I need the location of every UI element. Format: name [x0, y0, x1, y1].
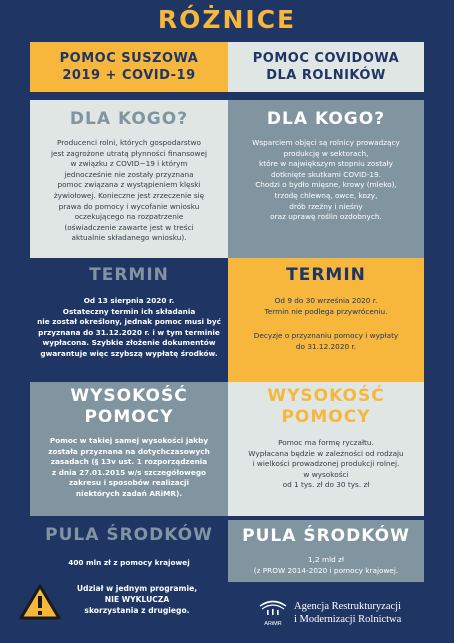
text-line: zakresu i sposobów realizacji — [68, 478, 190, 488]
text-line: (oświadczenie zawarte jest w treści — [64, 222, 194, 232]
logo-line: Agencja Restrukturyzacji — [294, 601, 401, 612]
text-line: Od 13 sierpnia 2020 r. — [83, 296, 175, 305]
termin-right-title: TERMIN — [286, 265, 366, 285]
wysokosc-right — [228, 382, 424, 516]
text-line: NIE WYKLUCZA — [104, 594, 170, 604]
title-line: WYSOKOŚĆ — [267, 386, 385, 406]
text-line: wypłacona. Szybkie złożenie dokumentów — [42, 338, 216, 348]
header-suszowa-text: POMOC SUSZOWA 2019 + COVID-19 — [59, 51, 199, 83]
text-line: Pomoc w takiej samej wysokości jakby — [49, 436, 209, 445]
termin-right-text — [265, 296, 388, 317]
title-line: WYSOKOŚĆ — [70, 386, 188, 406]
text-line: Producenci rolni, których gospodarstwo — [57, 138, 201, 147]
dla-kogo-left — [30, 100, 228, 258]
text-line: od 1 tys. zł do 30 tys. zł — [282, 480, 370, 490]
dla-kogo-right-title: DLA KOGO? — [266, 109, 386, 129]
wysokosc-left — [30, 382, 228, 516]
pula-left-amount: 400 mln zł z pomocy krajowej — [68, 558, 190, 567]
title-line: POMOCY — [84, 407, 174, 427]
text-line: gwarantuje więc szybszą wypłatę środków. — [40, 348, 218, 358]
text-line: Pomoc ma formę ryczałtu. — [278, 438, 374, 447]
text-line: przyznana do 31.12.2020 r. i w tym terminie — [38, 327, 220, 337]
arimr-logo-name — [294, 600, 401, 626]
text-line: z dnia 27.01.2015 w/s szczegółowego — [51, 467, 207, 477]
text-line: oraz uprawę roślin ozdobnych. — [270, 212, 382, 222]
termin-right — [228, 258, 424, 382]
dla-kogo-right-text — [252, 138, 400, 223]
text-line: niektórych zadań ARiMR). — [75, 488, 183, 498]
text-line: Wypłacana będzie w zależności od rodzaju — [248, 448, 404, 458]
termin-left-title: TERMIN — [89, 265, 169, 285]
header-suszowa — [30, 42, 228, 92]
dla-kogo-right — [228, 100, 424, 258]
pula-left-title: PULA ŚRODKÓW — [45, 525, 213, 545]
text-line: Termin nie podlega przywróceniu. — [264, 306, 388, 316]
warning-icon — [18, 583, 62, 621]
text-line: jest zagrożone utratą płynności finansowej — [50, 148, 208, 158]
text-line: została przyznana na dotychczasowych — [48, 446, 210, 456]
logo-line: i Modernizacji Rolnictwa — [294, 614, 402, 625]
text-line: do 31.12.2020 r. — [295, 341, 357, 351]
wysokosc-left-text — [48, 436, 210, 500]
text-line: 1,2 mld zł — [308, 555, 344, 564]
text-line: prawa do pomocy i wycofanie wniosku — [58, 201, 200, 211]
text-line: dotknięte skutkami COVID-19. — [270, 169, 381, 179]
text-line: Chodzi o bydło mięsne, krowy (mleko), — [255, 180, 397, 190]
text-line: pomoc związana z wystąpieniem klęski — [57, 180, 201, 190]
arimr-logo-mark — [258, 596, 288, 622]
text-line: nie został określony, jednak pomoc musi być — [37, 317, 221, 327]
text-line: jednocześnie nie zostały przyznana — [64, 169, 194, 179]
pula-right — [228, 520, 424, 582]
dla-kogo-left-title: DLA KOGO? — [69, 109, 189, 129]
text-line: (z PROW 2014-2020 i pomocy krajowej. — [253, 565, 399, 575]
termin-right-extra — [254, 331, 399, 352]
text-line: zasadach (§ 13v ust. 1 rozporządzenia — [50, 457, 208, 467]
pula-right-text — [254, 555, 399, 576]
arimr-logo — [258, 594, 448, 634]
wysokosc-right-text — [248, 438, 403, 491]
arimr-logo-abbr: ARiMR — [264, 621, 282, 627]
pula-left — [30, 516, 228, 582]
text-line: skorzystania z drugiego. — [84, 605, 190, 615]
text-line: Ostateczny termin ich składania — [62, 306, 196, 316]
pula-right-title: PULA ŚRODKÓW — [242, 526, 410, 546]
text-line: aktualnie składanego wniosku). — [71, 233, 187, 243]
termin-left — [30, 258, 228, 382]
termin-left-text — [37, 296, 221, 360]
text-line: produkcję w sektorach, — [283, 148, 369, 158]
text-line: Wsparciem objęci są rolnicy prowadzący — [252, 138, 400, 147]
text-line: w związku z COVID−19 i którym — [70, 159, 188, 169]
text-line: Decyzje o przyznaniu pomocy i wypłaty — [253, 331, 399, 341]
text-line: w wysokości — [303, 469, 349, 479]
text-line: i wielkości prowadzonej produkcji rolnej. — [252, 459, 400, 469]
text-line: które w największym stopniu zostały — [259, 159, 393, 169]
header-covidowa — [228, 42, 424, 92]
wysokosc-right-title — [267, 386, 384, 428]
text-line: Udział w jednym programie, — [76, 584, 198, 593]
text-line: żywiołowej. Konieczne jest zrzeczenie się — [53, 190, 205, 200]
text-line: drób rzeźny i nieśny — [289, 201, 363, 211]
text-line: Od 9 do 30 września 2020 r. — [274, 296, 378, 305]
title-line: POMOCY — [281, 407, 371, 427]
dla-kogo-left-text — [51, 138, 207, 244]
text-line: oczekującego na rozpatrzenie — [74, 212, 184, 222]
text-line: trzodę chlewną, owce, kozy, — [274, 190, 378, 200]
page-title: RÓŻNICE — [157, 5, 297, 34]
wysokosc-left-title — [70, 386, 187, 428]
warning-text — [62, 584, 212, 616]
header-covidowa-text: POMOC COVIDOWA DLA ROLNIKÓW — [252, 51, 400, 83]
